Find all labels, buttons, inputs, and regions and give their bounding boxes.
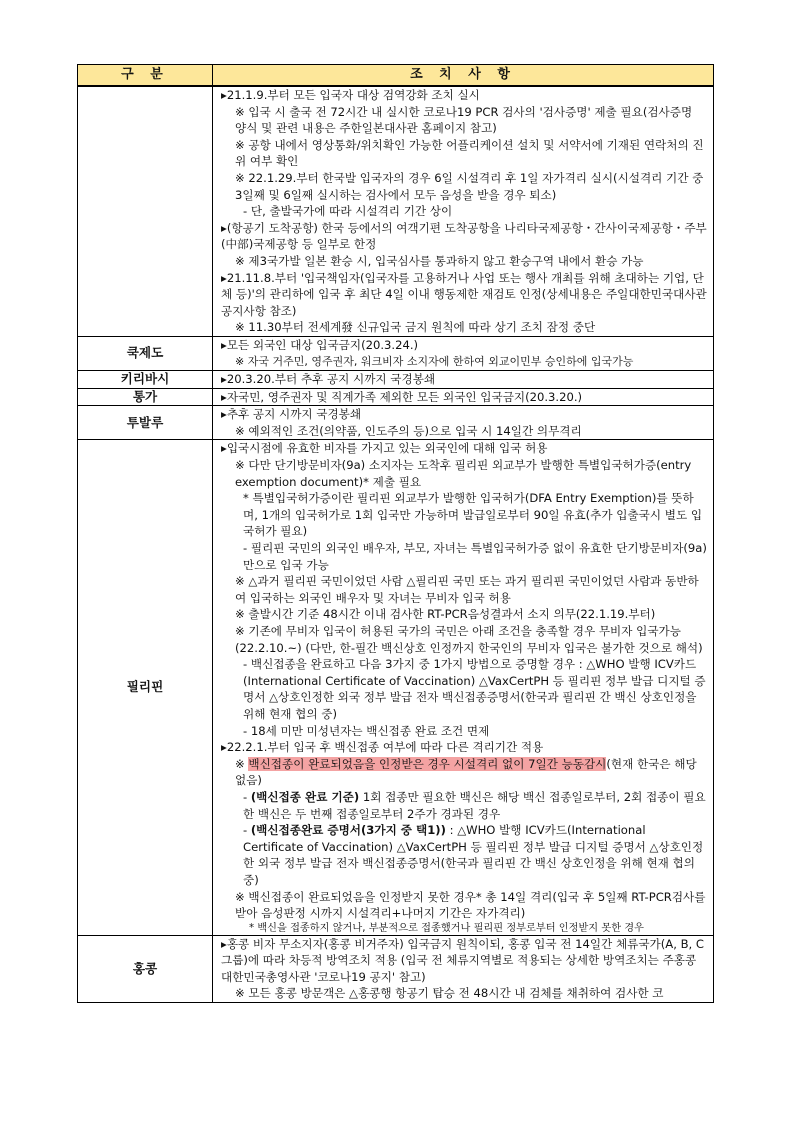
footnote-line: * 백신을 접종하지 않거나, 부분적으로 접종했거나 필리핀 정부로부터 인정받지 못한 경우 — [249, 922, 644, 934]
measures-cell — [213, 935, 714, 1002]
measure-line: ※ 출발시간 기준 48시간 이내 검사한 RT-PCR음성결과서 소지 의무(22.1.19.부터) — [235, 607, 656, 622]
measures-cell — [213, 336, 714, 370]
measures-cell — [213, 406, 714, 440]
bold-term: (백신접종 완료 기준) — [250, 789, 360, 804]
country-cell: 투발루 — [78, 406, 213, 440]
measures-cell — [213, 440, 714, 935]
measure-line: - 단, 출발국가에 따라 시설격리 기간 상이 — [243, 204, 453, 219]
measure-line: * 특별입국허가증이란 필리핀 외교부가 발행한 입국허가(DFA Entry Exemption)를 뜻하며, 1개의 입국허가로 1회 입국만 가능하며 발급일로부터 90일 유효(추가 입출국시 별도 입국허가 필요) — [243, 491, 703, 539]
measure-line: ※ 다만 단기방문비자(9a) 소지자는 도착후 필리핀 외교부가 발행한 특별입국허가증(entry exemption document)* 제출 필요 — [235, 458, 692, 489]
measure-line: ※ 11.30부터 전세계發 신규입국 금지 원칙에 따라 상기 조치 잠정 중단 — [235, 320, 596, 335]
measure-line: ※ 22.1.29.부터 한국발 입국자의 경우 6일 시설격리 후 1일 자가격리 실시(시설격리 기간 중 3일째 및 6일째 실시하는 검사에서 모두 음성을 받을 경우 퇴소) — [235, 170, 704, 202]
note-mark: ※ — [235, 756, 249, 771]
measure-line: ▸모든 외국인 대상 입국금지(20.3.24.) — [221, 337, 419, 352]
measure-line: ▸추후 공지 시까지 국경봉쇄 — [221, 407, 362, 422]
measure-line — [221, 789, 707, 822]
bold-term: (백신접종완료 증명서(3가지 중 택1)) — [250, 823, 446, 838]
measures-cell — [213, 388, 714, 406]
dash-mark: - — [243, 823, 251, 838]
measure-line-highlight — [221, 756, 707, 789]
measure-line: ※ 기존에 무비자 입국이 허용된 국가의 국민은 아래 조건을 충족할 경우 무비자 입국가능(22.2.10.~) (다만, 한-필간 백신상호 인정까지 한국인의 무비자 입국은 불가한 것으로 해석) — [235, 624, 703, 655]
highlighted-text: 백신접종이 완료되었음을 인정받은 경우 시설격리 없이 7일간 능동감시 — [248, 756, 607, 771]
table-header-row — [78, 65, 714, 87]
row-kiribati — [78, 371, 714, 389]
measure-line: ▸20.3.20.부터 추후 공지 시까지 국경봉쇄 — [221, 372, 436, 387]
country-cell — [78, 86, 213, 336]
measure-line: ▸자국민, 영주권자 및 직계가족 제외한 모든 외국인 입국금지(20.3.20.) — [221, 389, 583, 404]
measure-text: (현재 한국은 해당없음) — [235, 756, 697, 788]
country-cell: 홍콩 — [78, 935, 213, 1002]
measures-table — [77, 64, 714, 1003]
measure-line: - 백신접종을 완료하고 다음 3가지 중 1가지 방법으로 증명할 경우 : △WHO 발행 ICV카드(International Certificate of Vaccination) △VaxCertPH 등 필리핀 정부 발급 디지털 증명서 △상호인정한 외국 정부 발급 전자 백신접종증명서(한국과 필리핀 간 백신 상호인정을 위해 현재 협의 중) — [243, 657, 706, 721]
measure-text: 1회 접종만 필요한 백신은 해당 백신 접종일로부터, 2회 접종이 필요한 백신은 두 번째 접종일로부터 2주가 경과된 경우 — [243, 789, 706, 821]
measure-line: ※ 공항 내에서 영상통화/위치확인 가능한 어플리케이션 설치 및 서약서에 기재된 연락처의 진위 여부 확인 — [235, 137, 704, 169]
measure-line: ※ 백신접종이 완료되었음을 인정받지 못한 경우* 총 14일 격리(입국 후 5일째 RT-PCR검사를 받아 음성판정 시까지 시설격리+나머지 기간은 자가격리) — [235, 889, 706, 921]
header-category: 구 분 — [78, 65, 213, 87]
measure-line: - 필리핀 국민의 외국인 배우자, 부모, 자녀는 특별입국허가증 없이 유효한 단기방문비자(9a)만으로 입국 가능 — [243, 541, 707, 572]
measure-line: ▸(항공기 도착공항) 한국 등에서의 여객기편 도착공항을 나리타국제공항・간사이국제공항・주부(中部)국제공항 등 일부로 한정 — [221, 220, 707, 252]
measure-line: ※ 예외적인 조건(의약품, 인도주의 등)으로 입국 시 14일간 의무격리 — [235, 423, 582, 438]
row-philippines — [78, 440, 714, 935]
measure-line: ※ 제3국가발 일본 환승 시, 입국심사를 통과하지 않고 환승구역 내에서 환승 가능 — [235, 253, 644, 268]
row-kukjedo — [78, 336, 714, 370]
country-cell: 필리핀 — [78, 440, 213, 935]
measure-line: ▸홍콩 비자 무소지자(홍콩 비거주자) 입국금지 원칙이되, 홍콩 입국 전 14일간 체류국가(A, B, C그룹)에 따라 차등적 방역조치 적용 (입국 전 체류지역별로 적용되는 상세한 방역조치는 주홍콩대한민국총영사관 '코로나19 공지' 참고) — [221, 936, 704, 984]
measure-text: : △WHO 발행 ICV카드(International Certificate of Vaccination) △VaxCertPH 등 필리핀 정부 발급 디지털 증명서 △상호인정한 외국 정부 발급 전자 백신접종증명서(한국과 필리핀 간 백신 상호인정을 위해 현재 협의 중) — [243, 823, 704, 887]
dash-mark: - — [243, 789, 251, 804]
measure-line: ▸21.1.9.부터 모든 입국자 대상 검역강화 조치 실시 — [221, 88, 480, 102]
header-measures: 조 치 사 항 — [213, 65, 714, 87]
measure-line: - 18세 미만 미성년자는 백신접종 완료 조건 면제 — [243, 723, 490, 738]
measure-line — [221, 822, 707, 888]
measure-line: ▸입국시점에 유효한 비자를 가지고 있는 외국인에 대해 입국 허용 — [221, 441, 548, 456]
row-tonga — [78, 388, 714, 406]
measure-line: ※ 모든 홍콩 방문객은 △홍콩행 항공기 탑승 전 48시간 내 검체를 채취하여 검사한 코 — [235, 986, 664, 1001]
measure-line: ▸22.2.1.부터 입국 후 백신접종 여부에 따라 다른 격리기간 적용 — [221, 740, 544, 755]
measures-cell — [213, 86, 714, 336]
row-unnamed — [78, 86, 714, 336]
measure-line: ※ △과거 필리핀 국민이었던 사람 △필리핀 국민 또는 과거 필리핀 국민이었던 사람과 동반하여 입국하는 외국인 배우자 및 자녀는 무비자 입국 허용 — [235, 574, 699, 605]
row-tuvalu — [78, 406, 714, 440]
measures-cell — [213, 371, 714, 389]
country-cell: 키리바시 — [78, 371, 213, 389]
measure-line: ※ 입국 시 출국 전 72시간 내 실시한 코로나19 PCR 검사의 '검사증명' 제출 필요(검사증명 양식 및 관련 내용은 주한일본대사관 홈페이지 참고) — [235, 104, 693, 136]
country-cell: 통가 — [78, 388, 213, 406]
measure-line: ▸21.11.8.부터 '입국책임자(입국자를 고용하거나 사업 또는 행사 개최를 위해 초대하는 기업, 단체 등)'의 관리하에 입국 후 최단 4일 이내 행동제한 재검토 인정(상세내용은 주일대한민국대사관 공지사항 참조) — [221, 270, 707, 318]
country-cell: 쿡제도 — [78, 336, 213, 370]
measure-line: ※ 자국 거주민, 영주권자, 워크비자 소지자에 한하여 외교이민부 승인하에 입국가능 — [235, 354, 634, 368]
row-hongkong — [78, 935, 714, 1002]
